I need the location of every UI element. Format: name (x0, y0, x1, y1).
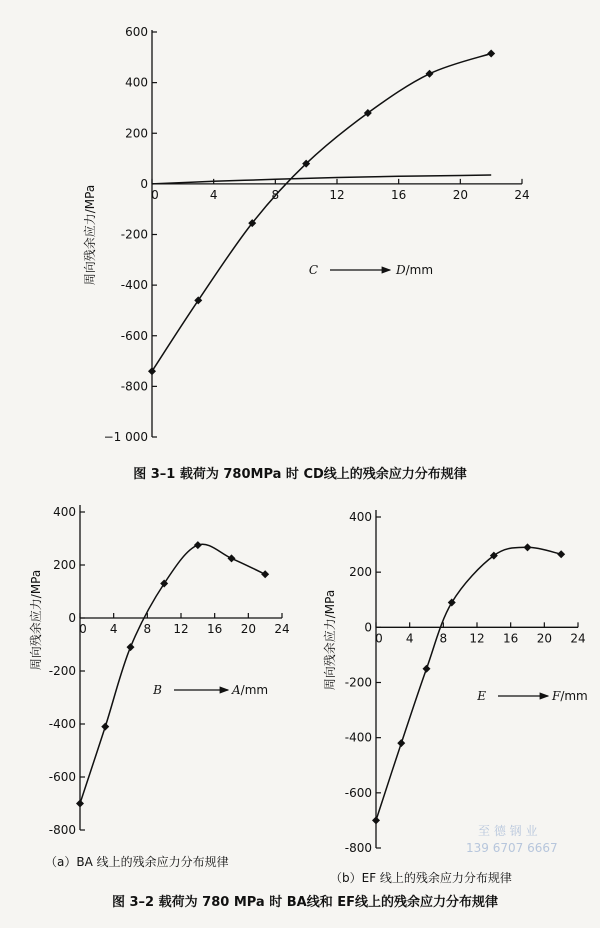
chart-ef-line (322, 510, 588, 855)
data-point (557, 550, 565, 558)
y-tick-label: 200 (125, 126, 148, 141)
y-tick-label: 200 (349, 565, 372, 580)
data-point (148, 367, 156, 375)
y-axis-label: 周向残余应力/MPa (83, 184, 97, 286)
subfigure-b-caption: （b）EF 线上的残余应力分布规律 (330, 871, 512, 885)
data-point (76, 800, 84, 808)
data-point (448, 599, 456, 607)
x-tick-label: 0 (151, 187, 159, 202)
x-tick-label: 24 (570, 631, 586, 646)
y-tick-label: -600 (344, 785, 372, 800)
x-tick-label: 4 (209, 187, 218, 202)
y-tick-label: 200 (53, 558, 76, 572)
x-tick-label: 24 (274, 622, 290, 636)
figure-3-1-caption: 图 3–1 载荷为 780MPa 时 CD线上的残余应力分布规律 (133, 467, 467, 482)
data-point (524, 543, 532, 551)
y-tick-label: -600 (120, 328, 148, 343)
y-axis-label: 周向残余应力/MPa (29, 569, 43, 671)
x-tick-label: 8 (271, 187, 280, 202)
x-tick-label: 12 (469, 631, 485, 646)
x-tick-label: 20 (536, 631, 552, 646)
y-tick-label: -400 (48, 717, 76, 731)
y-tick-label: -200 (48, 664, 76, 678)
data-point (261, 570, 269, 578)
watermark-name: 至 德 钢 业 (478, 824, 538, 838)
series-line (80, 544, 265, 803)
data-point (397, 739, 405, 747)
data-point (127, 643, 135, 651)
data-point (194, 541, 202, 549)
y-tick-label: -400 (120, 278, 148, 293)
x-tick-label: 12 (173, 622, 189, 636)
x-tick-label: 16 (391, 187, 407, 202)
chart-ba-line (28, 505, 290, 837)
series-line (152, 54, 491, 372)
subfigure-a-caption: （a）BA 线上的残余应力分布规律 (45, 855, 229, 869)
x-tick-label: 16 (207, 622, 223, 636)
x-tick-label: 4 (109, 622, 118, 636)
direction-start-label: E (477, 689, 486, 703)
y-tick-label: 0 (68, 611, 76, 625)
y-tick-label: -800 (48, 823, 76, 837)
direction-end-label (395, 263, 433, 277)
direction-end-label (551, 689, 588, 703)
y-tick-label: 600 (125, 25, 148, 39)
figure-3-2-caption: 图 3–2 载荷为 780 MPa 时 BA线和 EF线上的残余应力分布规律 (111, 895, 499, 910)
direction-unit: /mm (240, 683, 269, 697)
data-point (423, 665, 431, 673)
y-tick-label: -800 (344, 841, 372, 855)
chart-cd-line (82, 25, 530, 444)
x-tick-label: 24 (514, 187, 530, 202)
x-tick-label: 20 (240, 622, 256, 636)
x-tick-label: 20 (452, 187, 468, 202)
direction-end-letter: F (552, 689, 561, 703)
data-point (487, 50, 495, 58)
x-tick-label: 0 (375, 631, 383, 646)
direction-start-label: B (153, 683, 162, 697)
x-tick-label: 4 (405, 631, 414, 646)
data-point (372, 816, 380, 824)
y-tick-label: -200 (344, 675, 372, 690)
series-line (376, 547, 561, 820)
data-point (101, 723, 109, 731)
y-tick-label: -800 (120, 379, 148, 394)
x-tick-label: 8 (143, 622, 152, 636)
y-tick-label: 400 (125, 75, 148, 90)
y-tick-label: 0 (140, 176, 148, 191)
x-tick-label: 8 (439, 631, 448, 646)
y-tick-label: 400 (349, 510, 372, 524)
direction-unit: /mm (560, 689, 588, 703)
x-tick-label: 16 (503, 631, 519, 646)
y-tick-label: -200 (120, 227, 148, 242)
direction-end-label (231, 683, 268, 697)
watermark-phone: 139 6707 6667 (466, 841, 558, 855)
y-tick-label: -600 (48, 770, 76, 784)
data-point (228, 554, 236, 562)
y-tick-label: −1 000 (103, 430, 148, 444)
data-point (160, 580, 168, 588)
y-tick-label: -400 (344, 730, 372, 745)
direction-end-letter: A (232, 683, 241, 697)
y-axis-label: 周向残余应力/MPa (323, 589, 337, 691)
direction-start-label: C (308, 263, 318, 277)
data-point (426, 70, 434, 78)
direction-end-letter: D (396, 263, 406, 277)
direction-unit: /mm (405, 263, 434, 277)
x-tick-label: 0 (79, 622, 87, 636)
y-tick-label: 0 (364, 620, 372, 635)
y-tick-label: 400 (53, 505, 76, 519)
x-tick-label: 12 (329, 187, 345, 202)
series-line (152, 175, 491, 184)
